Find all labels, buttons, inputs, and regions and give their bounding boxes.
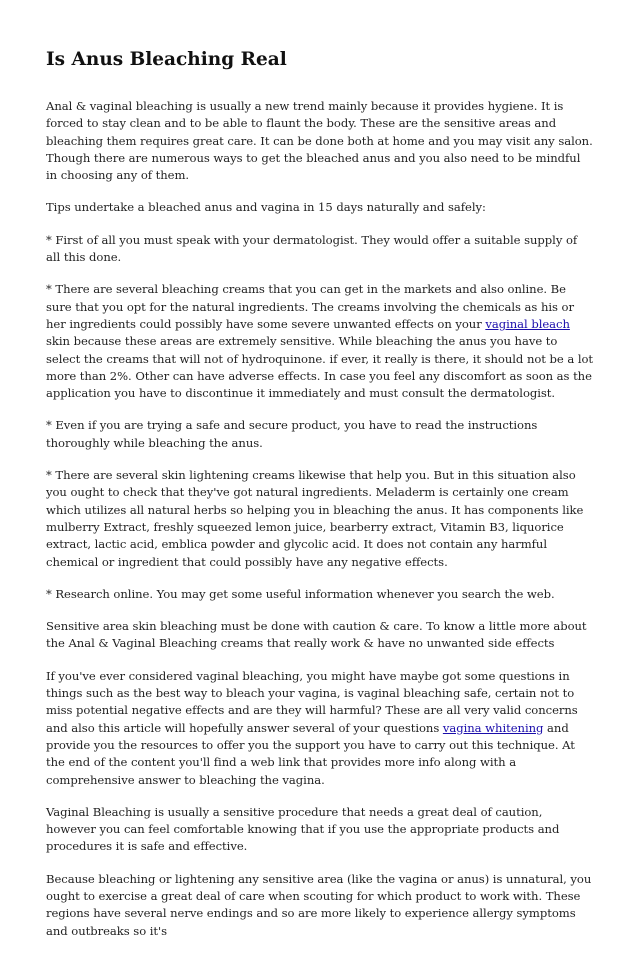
paragraph xyxy=(46,871,594,940)
inline-link[interactable]: vagina whitening xyxy=(442,720,544,735)
paragraph xyxy=(46,98,594,184)
paragraph xyxy=(46,199,594,216)
paragraph-text: Anal & vaginal bleaching is usually a new trend mainly because it provides hygiene. It is forced to stay clean and to be able to flaunt the body. These are the sensitive areas and bleaching them requires great care. It can be done both at home and you may visit any salon. Though there are numerous ways to get the bleached anus and you also need to be mindful in choosing any of them. xyxy=(46,99,593,183)
paragraph-text: * Even if you are trying a safe and secure product, you have to read the instructions thoroughly while bleaching the anus. xyxy=(46,418,538,450)
article-body xyxy=(46,98,594,940)
paragraph-text: Tips undertake a bleached anus and vagina in 15 days naturally and safely: xyxy=(46,200,486,215)
paragraph xyxy=(46,618,594,653)
paragraph-text: Sensitive area skin bleaching must be done with caution & care. To know a little more about the Anal & Vaginal Bleaching creams that really work & have no unwanted side effects xyxy=(46,619,587,651)
paragraph xyxy=(46,586,594,603)
paragraph-text: * First of all you must speak with your dermatologist. They would offer a suitable supply of all this done. xyxy=(46,232,578,265)
paragraph xyxy=(46,417,594,452)
paragraph xyxy=(46,467,594,571)
paragraph xyxy=(46,804,594,856)
inline-link[interactable]: vaginal bleach xyxy=(485,316,570,331)
paragraph xyxy=(46,668,594,789)
document-page xyxy=(46,48,594,955)
paragraph-text: * There are several skin lightening creams likewise that help you. But in this situation also you ought to check that they've got natural ingredients. Meladerm is certainly one cream which utilizes all natural herbs so helping you in bleaching the anus. It has components like mulberry Extract, freshly squeezed lemon juice, bearberry extract, Vitamin B3, liquorice extract, lactic acid, emblica powder and glycolic acid. It does not contain any harmful chemical or ingredient that could possibly have any negative effects. xyxy=(46,468,584,569)
page-title: Is Anus Bleaching Real xyxy=(46,49,287,70)
paragraph-text: Vaginal Bleaching is usually a sensitive procedure that needs a great deal of caution, however you can feel comfortable knowing that if you use the appropriate products and procedures it is safe and effective. xyxy=(46,804,560,854)
paragraph-text: and provide you the resources to offer you the support you have to carry out this technique. At the end of the content you'll find a web link that provides more info along with a comprehensive answer to bleaching the vagina. xyxy=(46,720,575,787)
paragraph-text: If you've ever considered vaginal bleaching, you might have maybe got some questions in things such as the best way to bleach your vagina, is vaginal bleaching safe, certain not to miss potential negative effects and are they will harmful? These are all very valid concerns and also this article will hopefully answer several of your questions xyxy=(46,668,578,735)
paragraph-text: skin because these areas are extremely sensitive. While bleaching the anus you have to select the creams that will not of hydroquinone. if ever, it really is there, it should not be a lot more than 2%. Other can have adverse effects. In case you feel any discomfort as soon as the application you have to discontinue it immediately and must consult the dermatologist. xyxy=(46,334,594,401)
paragraph xyxy=(46,281,594,402)
paragraph-text: * Research online. You may get some useful information whenever you search the web. xyxy=(46,586,555,601)
paragraph-text: * There are several bleaching creams that you can get in the markets and also online. Be sure that you opt for the natural ingredients. The creams involving the chemicals as his or her ingredients could possibly have some severe unwanted effects on your xyxy=(46,282,574,331)
paragraph xyxy=(46,232,594,267)
paragraph-text: Because bleaching or lightening any sensitive area (like the vagina or anus) is unnatural, you ought to exercise a great deal of care when scouting for which product to work with. These regions have several nerve endings and so are more likely to experience allergy symptoms and outbreaks so it's xyxy=(46,871,592,938)
